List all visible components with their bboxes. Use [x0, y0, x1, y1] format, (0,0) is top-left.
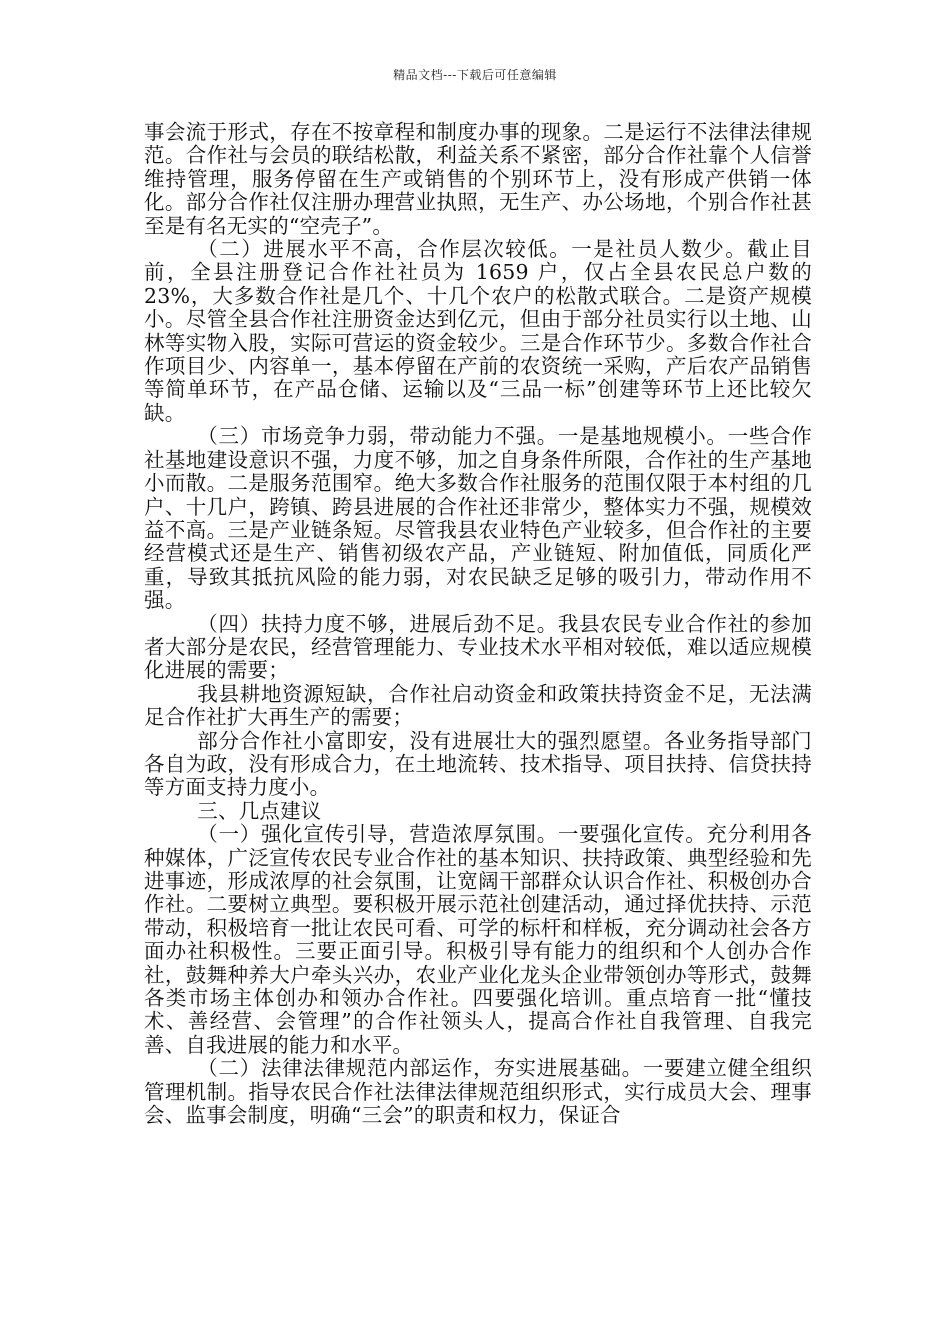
paragraph: （二）法律法律规范内部运作，夯实进展基础。一要建立健全组织管理机制。指导农民合作社法律法律规范组织形式，实行成员大会、理事会、监事会制度，明确“三会”的职责和权力，保证合 [144, 1056, 812, 1128]
paragraph: （二）进展水平不高，合作层次较低。一是社员人数少。截止目前，全县注册登记合作社社员为 1659 户，仅占全县农民总户数的 23%，大多数合作社是几个、十几个农户的松散式联合。二是资产规模小。尽管全县合作社注册资金达到亿元，但由于部分社员实行以土地、山林等实物入股，实际可营运的资金较少。三是合作环节少。多数合作社合作项目少、内容单一，基本停留在产前的农资统一采购，产后农产品销售等简单环节，在产品仓储、运输以及“三品一标”创建等环节上还比较欠缺。 [144, 237, 812, 425]
paragraph: 事会流于形式，存在不按章程和制度办事的现象。二是运行不法律法律规范。合作社与会员的联结松散，利益关系不紧密，部分合作社靠个人信誉维持管理，服务停留在生产或销售的个别环节上，没有形成产供销一体化。部分合作社仅注册办理营业执照，无生产、办公场地，个别合作社甚至是有名无实的“空壳子”。 [144, 120, 812, 238]
paragraph: （一）强化宣传引导，营造浓厚氛围。一要强化宣传。充分利用各种媒体，广泛宣传农民专业合作社的基本知识、扶持政策、典型经验和先进事迹，形成浓厚的社会氛围，让宽阔干部群众认识合作社、积极创办合作社。二要树立典型。要积极开展示范社创建活动，通过择优扶持、示范带动，积极培育一批让农民可看、可学的标杆和样板，充分调动社会各方面办社积极性。三要正面引导。积极引导有能力的组织和个人创办合作社，鼓舞种养大户牵头兴办，农业产业化龙头企业带领创办等形式，鼓舞各类市场主体创办和领办合作社。四要强化培训。重点培育一批“懂技术、善经营、会管理”的合作社领头人，提高合作社自我管理、自我完善、自我进展的能力和水平。 [144, 822, 812, 1057]
paragraph: 部分合作社小富即安，没有进展壮大的强烈愿望。各业务指导部门各自为政，没有形成合力，在土地流转、技术指导、项目扶持、信贷扶持等方面支持力度小。 [144, 728, 812, 800]
section-heading: 三、几点建议 [197, 798, 322, 823]
paragraph: 我县耕地资源短缺，合作社启动资金和政策扶持资金不足，无法满足合作社扩大再生产的需要； [144, 681, 812, 730]
page-header: 精品文档---下载后可任意编辑 [393, 68, 557, 82]
document-body [144, 121, 812, 1127]
paragraph: （三）市场竞争力弱，带动能力不强。一是基地规模小。一些合作社基地建设意识不强，力度不够，加之自身条件所限，合作社的生产基地小而散。二是服务范围窄。绝大多数合作社服务的范围仅限于本村组的几户、十几户，跨镇、跨县进展的合作社还非常少，整体实力不强，规模效益不高。三是产业链条短。尽管我县农业特色产业较多，但合作社的主要经营模式还是生产、销售初级农产品，产业链短、附加值低，同质化严重，导致其抵抗风险的能力弱，对农民缺乏足够的吸引力，带动作用不强。 [144, 424, 812, 613]
paragraph: （四）扶持力度不够，进展后劲不足。我县农民专业合作社的参加者大部分是农民，经营管理能力、专业技术水平相对较低，难以适应规模化进展的需要； [144, 611, 812, 683]
